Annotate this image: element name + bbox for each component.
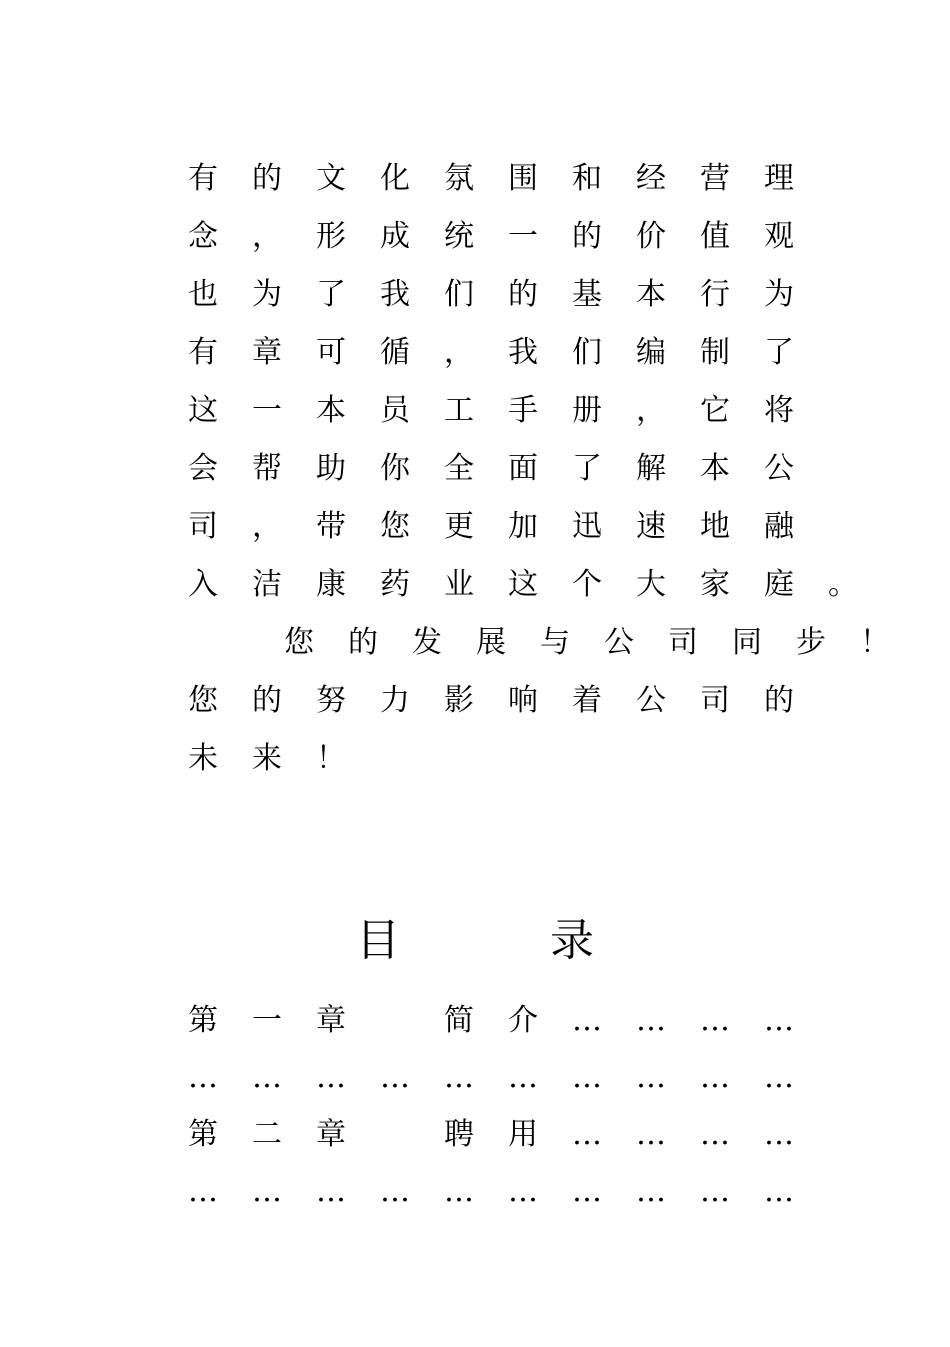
toc-leader: ………………………… — [188, 1174, 828, 1209]
intro-line: 有的文化氛围和经营理 — [188, 161, 828, 196]
toc-leader: ………………………… — [188, 1060, 828, 1095]
intro-line: 会帮助你全面了解本公 — [188, 451, 828, 486]
toc-entry[interactable]: 第二章 聘用………… — [188, 1117, 828, 1152]
intro-line: 您的发展与公司同步！ — [284, 625, 924, 660]
intro-line: 未来！ — [188, 741, 380, 776]
intro-line: 入洁康药业这个大家庭。 — [188, 567, 892, 602]
intro-paragraph — [188, 150, 924, 788]
intro-line: 也为了我们的基本行为 — [188, 277, 828, 312]
toc-entry[interactable]: 第一章 简介………… — [188, 1003, 828, 1038]
intro-line: 有章可循，我们编制了 — [188, 335, 828, 370]
toc-title: 目录 — [356, 915, 744, 966]
intro-line: 您的努力影响着公司的 — [188, 683, 828, 718]
intro-line: 念，形成统一的价值观 — [188, 219, 828, 254]
intro-line: 这一本员工手册，它将 — [188, 393, 828, 428]
intro-line: 司，带您更加迅速地融 — [188, 509, 828, 544]
table-of-contents — [188, 992, 888, 1220]
